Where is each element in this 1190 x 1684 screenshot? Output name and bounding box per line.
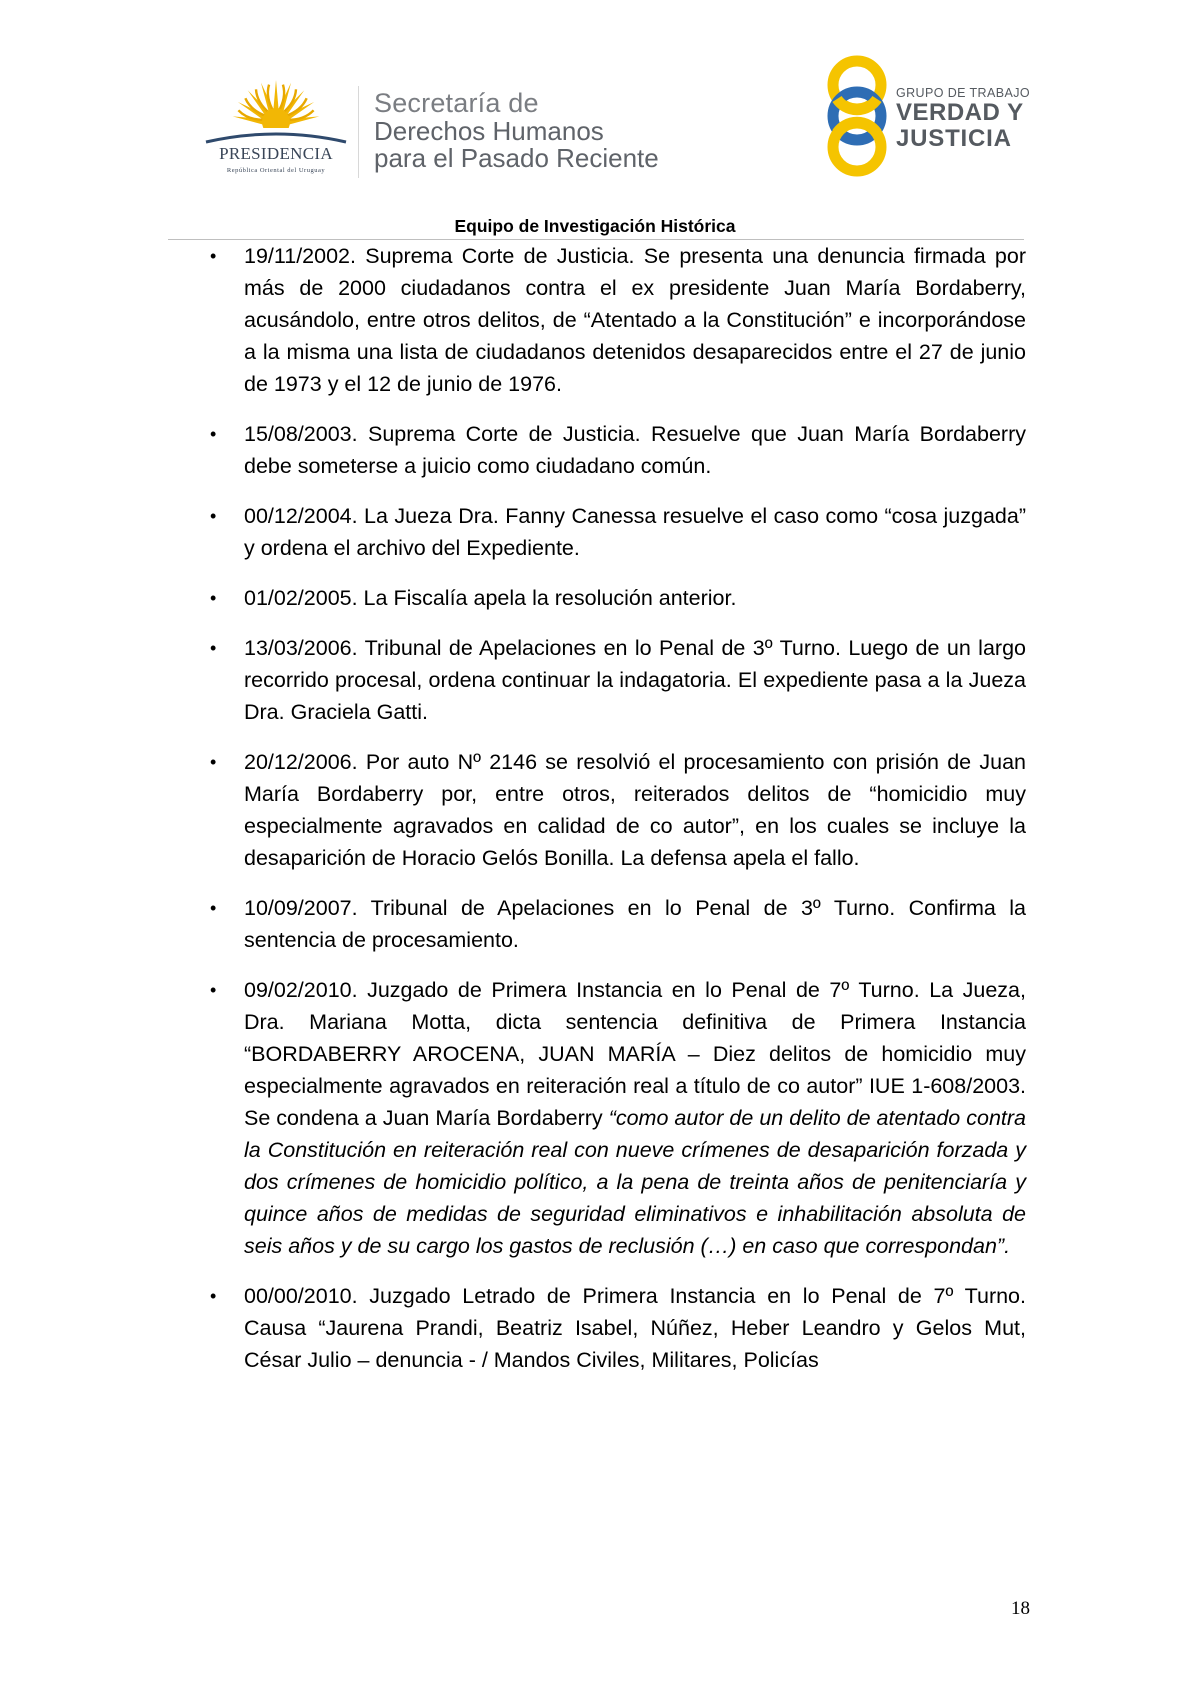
entry-text: 13/03/2006. Tribunal de Apelaciones en lo Penal de 3º Turno. Luego de un largo recorrido procesal, ordena continuar la indagatoria. El expediente pasa a la Jueza Dra. Graciela Gatti. bbox=[244, 636, 1026, 724]
bullet-icon: • bbox=[210, 638, 217, 658]
verdad-justicia-logo bbox=[820, 54, 1030, 182]
bullet-icon: • bbox=[210, 980, 217, 1000]
header-caption: Equipo de Investigación Histórica bbox=[454, 216, 736, 236]
presidencia-wordmark: PRESIDENCIA bbox=[219, 144, 333, 163]
bullet-icon: • bbox=[210, 424, 217, 444]
sun-emblem-icon bbox=[196, 78, 356, 148]
timeline-entry bbox=[200, 632, 1026, 728]
entry-text: 19/11/2002. Suprema Corte de Justicia. Se presenta una denuncia firmada por más de 2000 ciudadanos contra el ex presidente Juan María Bordaberry, acusándolo, entre otros delitos, de “Atentado a la Constitución” e incorporándose a la misma una lista de ciudadanos detenidos desaparecidos entre el 27 de junio de 1973 y el 12 de junio de 1976. bbox=[244, 244, 1026, 396]
bullet-icon: • bbox=[210, 246, 217, 266]
grupo-trabajo-label: GRUPO DE TRABAJO bbox=[896, 86, 1030, 100]
timeline-entry bbox=[200, 418, 1026, 482]
bullet-icon: • bbox=[210, 752, 217, 772]
timeline-list bbox=[200, 240, 1026, 1376]
entry-text: 20/12/2006. Por auto Nº 2146 se resolvió el procesamiento con prisión de Juan María Bordaberry por, entre otros, reiterados delitos de “homicidio muy especialmente agravados en calidad de co autor”, en los cuales se incluye la desaparición de Horacio Gelós Bonilla. La defensa apela el fallo. bbox=[244, 750, 1026, 870]
entry-text: 01/02/2005. La Fiscalía apela la resolución anterior. bbox=[244, 586, 737, 610]
sentence-quote: “como autor de un delito de atentado contra la Constitución en reiteración real con nueve crímenes de desaparición forzada y dos crímenes de homicidio político, a la pena de treinta años de penitenciaría y quince años de medidas de seguridad eliminativos e inhabilitación absoluta de seis años y de su cargo los gastos de reclusión (…) en caso que correspondan”. bbox=[244, 1106, 1027, 1258]
entry-text: 00/12/2004. La Jueza Dra. Fanny Canessa resuelve el caso como “cosa juzgada” y ordena el archivo del Expediente. bbox=[244, 504, 1026, 560]
timeline-entry bbox=[200, 974, 1026, 1262]
bullet-icon: • bbox=[210, 506, 217, 526]
entry-text: 15/08/2003. Suprema Corte de Justicia. Resuelve que Juan María Bordaberry debe someterse a juicio como ciudadano común. bbox=[244, 422, 1026, 478]
timeline-entry bbox=[200, 1280, 1026, 1376]
timeline-entry bbox=[200, 582, 1026, 614]
timeline-entry bbox=[200, 892, 1026, 956]
timeline-entry bbox=[200, 746, 1026, 874]
logo-divider bbox=[358, 86, 359, 178]
entry-text: 00/00/2010. Juzgado Letrado de Primera Instancia en lo Penal de 7º Turno. Causa “Jaurena Prandi, Beatriz Isabel, Núñez, Heber Leandro y Gelos Mut, César Julio – denuncia - / Mandos Civiles, Militares, Policías bbox=[244, 1284, 1026, 1372]
secretaria-line-3: para el Pasado Reciente bbox=[374, 143, 659, 173]
entry-plain-text: 09/02/2010. Juzgado de Primera Instancia en lo Penal de 7º Turno. La Jueza, Dra. Mariana Motta, dicta sentencia definitiva de Primera Instancia “BORDABERRY AROCENA, JUAN MARÍA – Diez delitos de homicidio muy especialmente agravados en reiteración real a título de co autor” IUE 1-608/2003. Se condena a Juan María Bordaberry bbox=[244, 978, 1026, 1130]
timeline-entry bbox=[200, 500, 1026, 564]
justicia-label: JUSTICIA bbox=[896, 125, 1012, 152]
presidencia-subtitle: República Oriental del Uruguay bbox=[226, 167, 326, 174]
bullet-icon: • bbox=[210, 1286, 217, 1306]
page-number: 18 bbox=[1011, 1598, 1030, 1619]
secretaria-line-1: Secretaría de bbox=[374, 88, 539, 118]
secretaria-title bbox=[374, 88, 659, 172]
entry-text: 10/09/2007. Tribunal de Apelaciones en lo Penal de 3º Turno. Confirma la sentencia de procesamiento. bbox=[244, 896, 1026, 952]
page-header bbox=[0, 0, 1190, 240]
bullet-icon: • bbox=[210, 588, 217, 608]
bullet-icon: • bbox=[210, 898, 217, 918]
entry-text bbox=[244, 974, 1026, 1262]
verdad-label: VERDAD Y bbox=[896, 99, 1024, 126]
interlocked-rings-icon bbox=[820, 54, 894, 178]
secretaria-line-2: Derechos Humanos bbox=[374, 116, 604, 146]
presidencia-logo bbox=[196, 78, 356, 178]
timeline-entry bbox=[200, 240, 1026, 400]
